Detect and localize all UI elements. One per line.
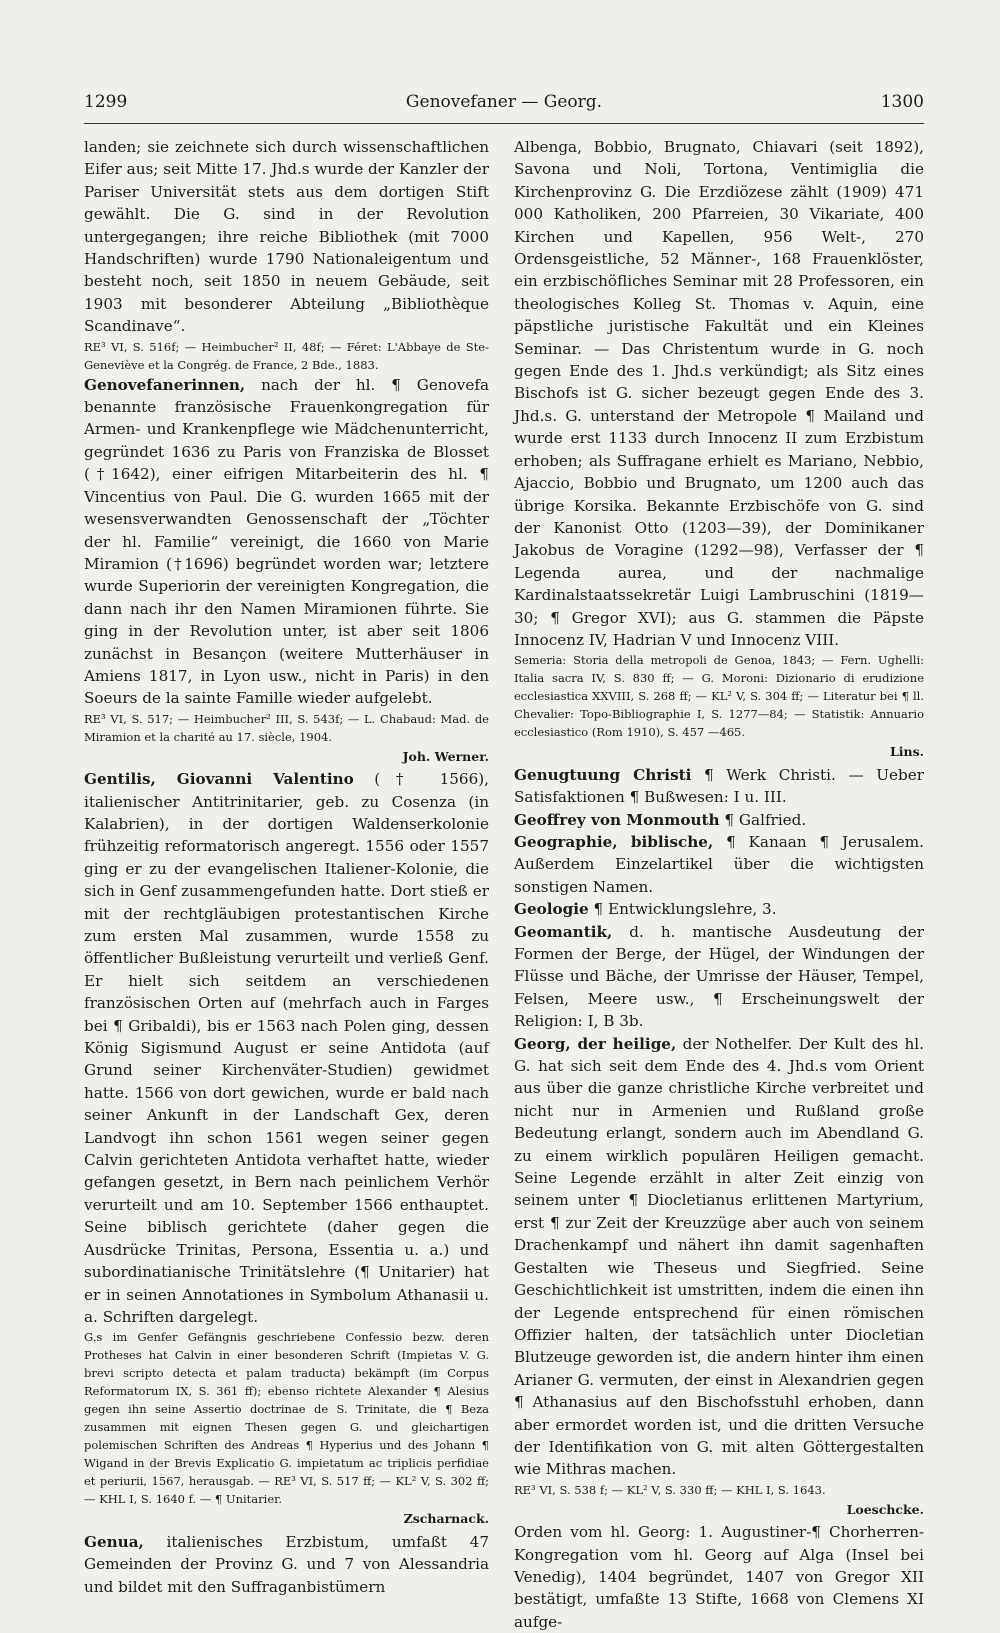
entry-genugtuung (514, 764, 924, 809)
article-text: Orden vom hl. Georg: 1. Augustiner-¶ Chorherren-Kongregation vom hl. Georg auf Alga (Insel bei Venedig), 1404 begründet, 1407 von Gregor XII bestätigt, umfaßte 13 Stifte, 1668 von Clemens XI aufge- (514, 1523, 924, 1631)
entry-text: nach der hl. ¶ Genovefa benannte französische Frauenkongregation für Armen- und Krankenpflege wie Mädchenunterricht, gegründet 1636 zu Paris von Franziska de Blosset (†1642), einer eifrigen Mitarbeiterin des hl. ¶ Vincentius von Paul. Die G. wurden 1665 mit der wesensverwandten Genossenschaft der „Töchter der hl. Familie“ vereinigt, die 1660 von Marie Miramion (†1696) begründet worden war; letztere wurde Superiorin der vereinigten Kongregation, die dann nach ihr den Namen Miramionen führte. Sie ging in der Revolution unter, ist aber seit 1806 zunächst in Besançon (weitere Mutterhäuser in Amiens 1817, in Lyon usw., nicht in Paris) in den Soeurs de la sainte Famille wieder aufgelebt. (84, 375, 490, 708)
citation: RE³ VI, S. 538 f; — KL² V, S. 330 ff; — KHL I, S. 1643. (514, 1482, 826, 1497)
citation: RE³ VI, S. 516f; — Heimbucher² II, 48f; — Féret: L'Abbaye de Ste-Geneviève et la Congrég. de France, 2 Bde., 1883. (84, 339, 489, 372)
entry-geomantik (514, 921, 924, 1033)
entry-lemma: Genugtuung Christi (514, 765, 692, 784)
author-signature: Zscharnack. (403, 1511, 489, 1527)
entry-text: der Nothelfer. Der Kult des hl. G. hat sich seit dem Ende des 4. Jhd.s vom Orient aus über die ganze christliche Kirche verbreitet und nicht nur in Armenien und Rußland große Bedeutung erlangt, sondern auch im Abendland G. zu einem wirklich populären Heiligen gemacht. Seine Legende erzählt in alter Zeit einzig von seinem unter ¶ Diocletianus erlittenen Martyrium, erst ¶ zur Zeit der Kreuzzüge aber auch von seinem Drachenkampf und nähert ihn damit sagenhaften Gestalten wie Theseus und Siegfried. Seine Geschichtlichkeit ist umstritten, indem die einen ihn der Legende entsprechend für einen römischen Offizier halten, der tatsächlich unter Diocletian Blutzeuge geworden ist, die andern hinter ihm einen Arianer G. vermuten, der einst in Alexandrien gegen ¶ Athanasius auf den Bischofsstuhl erhoben, dann aber ermordet worden ist, und die dritten Versuche der Identifikation von G. mit alten Göttergestalten wie Mithras machen. (514, 1034, 924, 1479)
right-column (514, 136, 924, 1633)
entry-gentilis (84, 768, 489, 1328)
entry-text: ¶ Kanaan ¶ Jerusalem. Außerdem Einzelartikel über die wichtigsten sonstigen Namen. (514, 832, 924, 896)
page-number-left: 1299 (84, 92, 128, 112)
entry-text: ¶ Galfried. (724, 810, 807, 829)
entry-geoffrey (514, 809, 924, 831)
entry-geologie (514, 898, 924, 920)
citation: Semeria: Storia della metropoli de Genoa, 1843; — Fern. Ughelli: Italia sacra IV, S. 830 ff; — G. Moroni: Dizionario di erudizione ecclesiastica XXVIII, S. 268 ff; — KL² V, S. 304 ff; — Literatur bei ¶ ll. Chevalier: Topo-Bibliographie I, S. 1277—84; — Statistik: Annuario ecclesiastico (Rom 1910), S. 457 —465. (514, 653, 924, 740)
entry-text: († 1566), italienischer Antitrinitarier, geb. zu Cosenza (in Kalabrien), in der dortigen Waldenserkolonie frühzeitig reformatorisch angeregt. 1556 oder 1557 ging er zu der evangelischen Italiener-Kolonie, die sich in Genf zusammengefunden hatte. Dort stieß er mit der rechtgläubigen protestantischen Kirche zum ersten Mal zusammen, wurde 1558 zu öffentlicher Bußleistung verurteilt und verließ Genf. Er hielt sich seitdem an verschiedenen französischen Orten auf (mehrfach auch in Farges bei ¶ Gribaldi), bis er 1563 nach Polen ging, dessen König Sigismund August er seine Antidota (auf Grund seiner Kirchenväter-Studien) gewidmet hatte. 1566 von dort gewichen, wurde er bald nach seiner Ankunft in der Landschaft Gex, deren Landvogt ihn schon 1561 wegen seiner gegen Calvin gerichteten Antidota verhaftet hatte, wieder gefangen gesetzt, in Bern nach peinlichem Verhör verurteilt und am 10. September 1566 enthauptet. Seine biblisch gerichtete (daher gegen die Ausdrücke Trinitas, Persona, Essentia u. a.) und subordinatianische Trinitätslehre (¶ Unitarier) hat er in seinen Annotationes in Symbolum Athanasii u. a. Schriften dargelegt. (84, 770, 489, 1326)
citation: G.s im Genfer Gefängnis geschriebene Confessio bezw. deren Protheses hat Calvin in einer besonderen Schrift (Impietas V. G. brevi scripto detecta et palam traducta) bekämpft (im Corpus Reformatorum IX, S. 361 ff); ebenso richtete Alexander ¶ Alesius gegen ihn seine Assertio doctrinae de S. Trinitate, die ¶ Beza zusammen mit eignen Thesen gegen G. und gleichartigen polemischen Schriften des Andreas ¶ Hyperius und des Johann ¶ Wigand in der Brevis Explicatio G. impietatum ac triplicis perfidiae et periurii, 1567, herausgab. — RE³ VI, S. 517 ff; — KL² V, S. 302 ff; — KHL I, S. 1640 f. — ¶ Unitarier. (84, 1330, 489, 1507)
author-signature: Loeschcke. (846, 1501, 924, 1517)
entry-lemma: Genovefanerinnen, (84, 375, 246, 394)
page-number-right: 1300 (880, 92, 924, 112)
entry-lemma: Geographie, biblische, (514, 832, 714, 851)
entry-genovefanerinnen (84, 374, 489, 710)
entry-lemma: Georg, der heilige, (514, 1034, 677, 1053)
entry-lemma: Geomantik, (514, 922, 613, 941)
entry-lemma: Geologie (514, 900, 589, 919)
entry-text: d. h. mantische Ausdeutung der Formen der Berge, der Hügel, der Windungen der Flüsse und Bäche, der Umrisse der Häuser, Tempel, Felsen, Meere usw., ¶ Erscheinungswelt der Religion: I, B 3b. (514, 922, 925, 1031)
author-signature: Lins. (889, 744, 924, 760)
article-text: Albenga, Bobbio, Brugnato, Chiavari (seit 1892), Savona und Noli, Tortona, Ventimiglia die Kirchenprovinz G. Die Erzdiözese zählt (1909) 471 000 Katholiken, 200 Pfarreien, 30 Vikariate, 400 Kirchen und Kapellen, 956 Welt-, 270 Ordensgeistliche, 52 Männer-, 168 Frauenklöster, ein erzbischöfliches Seminar mit 28 Professoren, ein theologisches Kolleg St. Thomas v. Aquin, eine päpstliche juristische Fakultät und ein Kleines Seminar. — Das Christentum wurde in G. noch gegen Ende des 1. Jhd.s verkündigt; als Sitz eines Bischofs ist G. sicher bezeugt gegen Ende des 3. Jhd.s. G. unterstand der Metropole ¶ Mailand und wurde erst 1133 durch Innocenz II zum Erzbistum erhoben; als Suffragane erhielt es Mariano, Nebbio, Ajaccio, Bobbio und Brugnato, um 1200 auch das übrige Korsika. Bekannte Erzbischöfe von G. sind der Kanonist Otto (1203—39), der Dominikaner Jakobus de Voragine (1292—98), Verfasser der ¶ Legenda aurea, und der nachmalige Kardinalstaatssekretär Luigi Lambruschini (1819—30; ¶ Gregor XVI); aus G. stammen die Päpste Innocenz IV, Hadrian V und Innocenz VIII. (514, 138, 924, 649)
entry-text: italienisches Erzbistum, umfaßt 47 Gemeinden der Provinz G. und 7 von Alessandria und bildet mit den Suffraganbistümern (84, 1532, 489, 1596)
citation: RE³ VI, S. 517; — Heimbucher² III, S. 543f; — L. Chabaud: Mad. de Miramion et la charité au 17. siècle, 1904. (84, 711, 489, 744)
entry-georg (514, 1033, 924, 1481)
entry-text: ¶ Werk Christi. — Ueber Satisfaktionen ¶ Bußwesen: I u. III. (514, 765, 925, 807)
author-signature: Joh. Werner. (402, 748, 489, 764)
entry-lemma: Genua, (84, 1532, 144, 1551)
header-rule (84, 123, 924, 124)
entry-text: ¶ Entwicklungslehre, 3. (593, 900, 777, 919)
entry-geographie (514, 831, 924, 898)
entry-lemma: Geoffrey von Monmouth (514, 810, 720, 829)
left-column (84, 136, 489, 1598)
entry-lemma: Gentilis, Giovanni Valentino (84, 770, 354, 789)
article-text: landen; sie zeichnete sich durch wissenschaftlichen Eifer aus; seit Mitte 17. Jhd.s wurde der Kanzler der Pariser Universität stets aus dem dortigen Stift gewählt. Die G. sind in der Revolution untergegangen; ihre reiche Bibliothek (mit 7000 Handschriften) wurde 1790 Nationaleigentum und besteht noch, seit 1850 in neuem Gebäude, seit 1903 mit besonderer Abteilung „Bibliothèque Scandinave“. (84, 138, 489, 336)
running-title: Genovefaner — Georg. (405, 92, 603, 112)
page-header (84, 92, 924, 122)
